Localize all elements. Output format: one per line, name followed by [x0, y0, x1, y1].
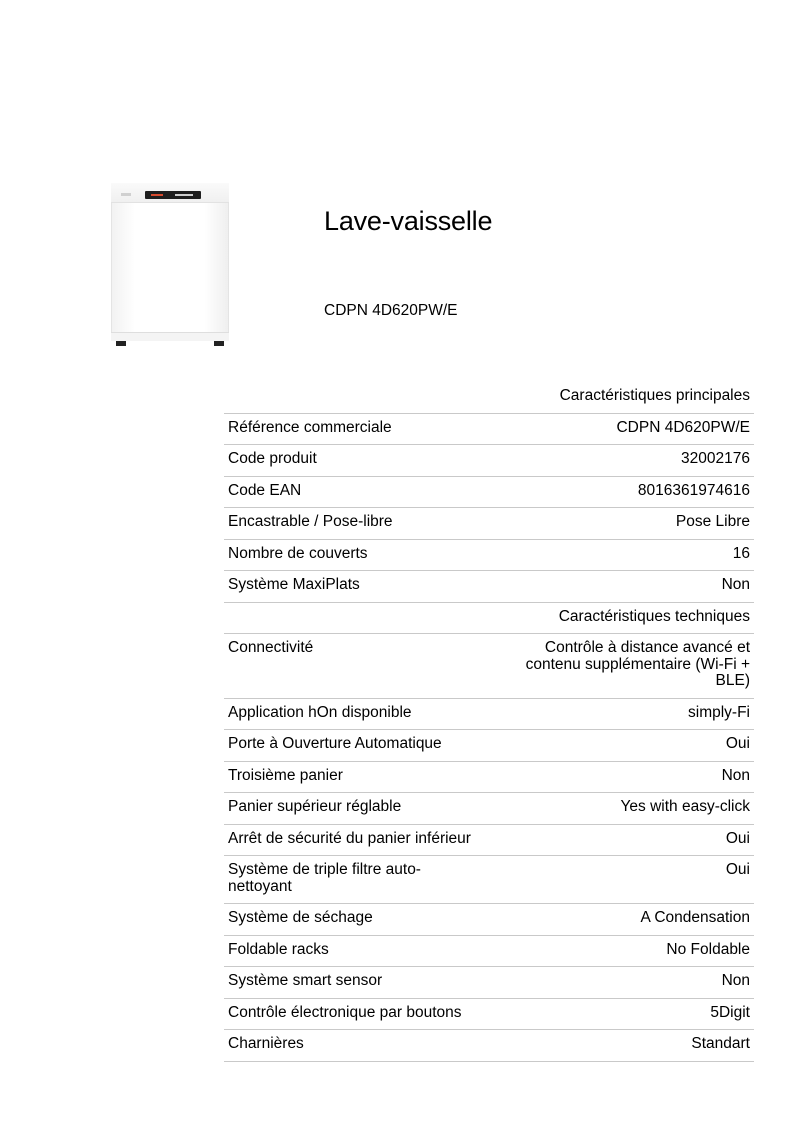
spec-value: 8016361974616 [486, 476, 754, 508]
brand-logo [121, 193, 131, 196]
section-header-row [224, 382, 754, 413]
spec-value: Non [486, 967, 754, 999]
spec-value: Contrôle à distance avancé et contenu supplémentaire (Wi-Fi + BLE) [486, 634, 754, 699]
digital-display [145, 191, 201, 199]
table-row [224, 698, 754, 730]
table-row [224, 856, 754, 904]
spec-value: Oui [486, 730, 754, 762]
spec-value: A Condensation [486, 904, 754, 936]
spec-value: Non [486, 571, 754, 603]
foot-right [214, 341, 224, 346]
spec-value: Oui [486, 856, 754, 904]
section-header-row [224, 602, 754, 634]
spec-label: Connectivité [224, 634, 486, 699]
spec-value: Pose Libre [486, 508, 754, 540]
table-row [224, 508, 754, 540]
spec-label: Système de séchage [224, 904, 486, 936]
control-panel [111, 183, 229, 203]
table-row [224, 998, 754, 1030]
table-row [224, 539, 754, 571]
dishwasher-body [111, 183, 229, 341]
table-row [224, 445, 754, 477]
spec-label: Nombre de couverts [224, 539, 486, 571]
spec-label: Troisième panier [224, 761, 486, 793]
spec-value: Oui [486, 824, 754, 856]
table-row [224, 634, 754, 699]
spec-label: Foldable racks [224, 935, 486, 967]
product-image [108, 180, 232, 350]
table-row [224, 824, 754, 856]
spec-label: Système smart sensor [224, 967, 486, 999]
table-row [224, 935, 754, 967]
spec-label: Panier supérieur réglable [224, 793, 486, 825]
spec-value: Yes with easy-click [486, 793, 754, 825]
spec-label: Code produit [224, 445, 486, 477]
spec-value: 16 [486, 539, 754, 571]
spec-label: Système MaxiPlats [224, 571, 486, 603]
spec-label: Arrêt de sécurité du panier inférieur [224, 824, 486, 856]
spec-label: Encastrable / Pose-libre [224, 508, 486, 540]
table-row [224, 761, 754, 793]
table-row [224, 967, 754, 999]
spec-value: 5Digit [486, 998, 754, 1030]
spec-label: Charnières [224, 1030, 486, 1062]
spec-label: Application hOn disponible [224, 698, 486, 730]
spec-value: No Foldable [486, 935, 754, 967]
table-row [224, 1030, 754, 1062]
table-row [224, 476, 754, 508]
spec-table [224, 382, 754, 1062]
spec-label: Référence commerciale [224, 413, 486, 445]
table-row [224, 793, 754, 825]
spec-label: Contrôle électronique par boutons [224, 998, 486, 1030]
spec-value: simply-Fi [486, 698, 754, 730]
spec-label: Système de triple filtre auto-nettoyant [224, 856, 486, 904]
kick-plate [111, 332, 229, 341]
spec-label: Porte à Ouverture Automatique [224, 730, 486, 762]
page-title: Lave-vaisselle [324, 206, 493, 236]
spec-label: Code EAN [224, 476, 486, 508]
model-name: CDPN 4D620PW/E [324, 302, 458, 319]
spec-value: CDPN 4D620PW/E [486, 413, 754, 445]
section-heading: Caractéristiques techniques [486, 602, 754, 634]
table-row [224, 904, 754, 936]
spec-value: 32002176 [486, 445, 754, 477]
table-row [224, 571, 754, 603]
table-row [224, 730, 754, 762]
section-heading: Caractéristiques principales [486, 382, 754, 413]
foot-left [116, 341, 126, 346]
table-row [224, 413, 754, 445]
spec-value: Standart [486, 1030, 754, 1062]
spec-value: Non [486, 761, 754, 793]
